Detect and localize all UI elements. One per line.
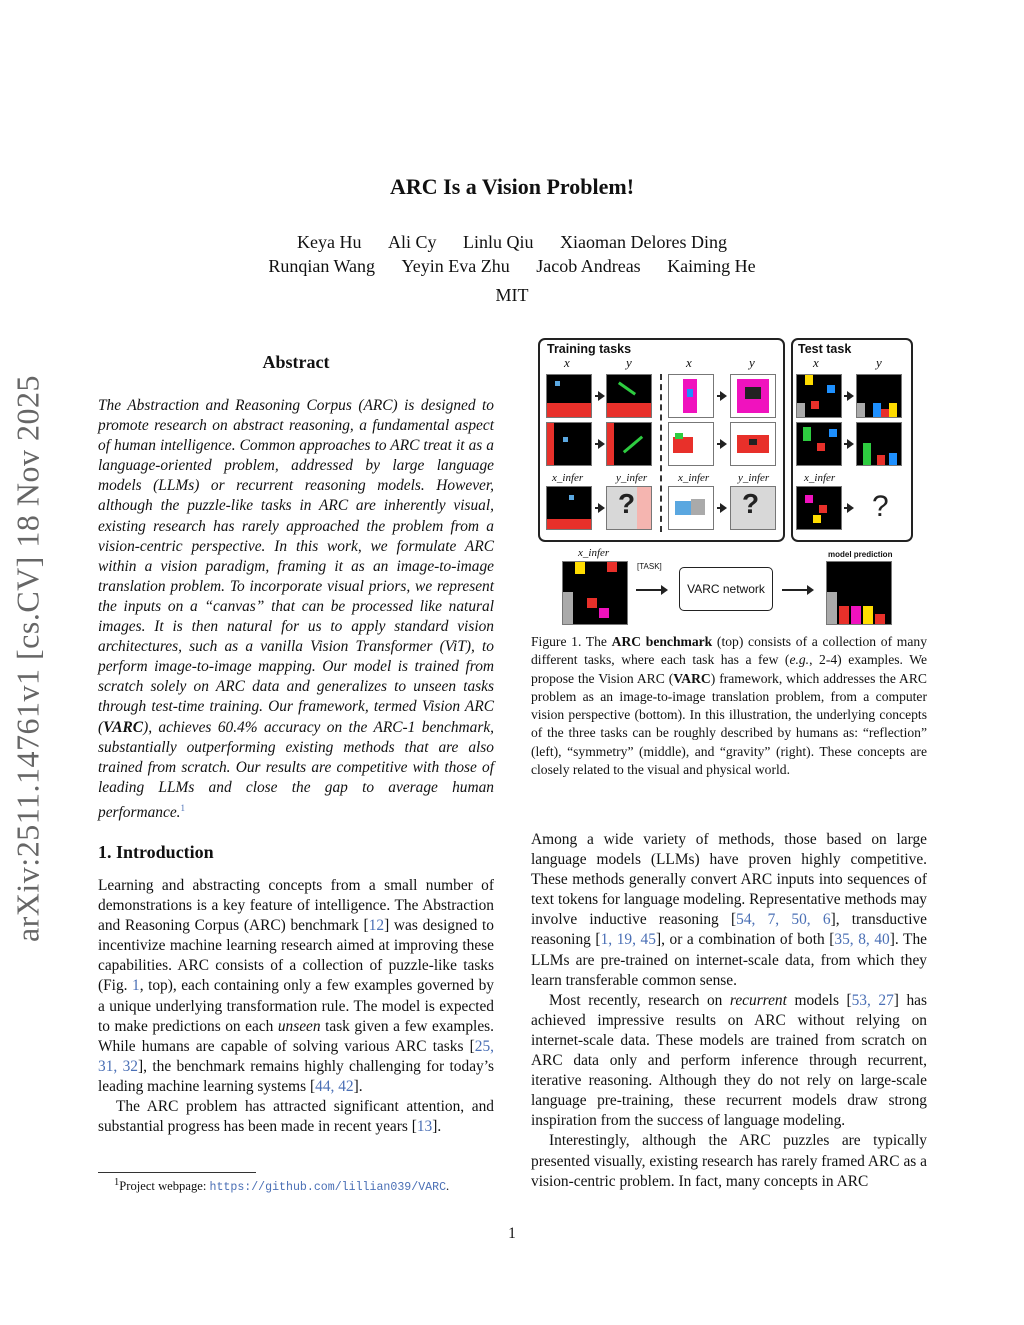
grid-cell <box>687 389 693 397</box>
emphasis: e.g. <box>789 652 810 668</box>
author: Yeyin Eva Zhu <box>401 256 510 276</box>
footnote <box>114 1177 449 1194</box>
arrow <box>717 443 725 445</box>
grid-cell <box>877 455 885 465</box>
text: task given a few examples. While humans are capable of solving various ARC tasks [ <box>98 1017 494 1055</box>
grid-cell <box>749 439 757 445</box>
text: ]. <box>353 1077 363 1095</box>
paragraph <box>531 991 927 1132</box>
model-prediction-label: model prediction <box>828 550 893 559</box>
grid-cell <box>863 606 873 624</box>
x-infer-label: x_infer <box>678 472 710 484</box>
authors-row-1 <box>0 232 1024 253</box>
input-canvas <box>562 561 628 625</box>
author: Runqian Wang <box>268 256 376 276</box>
citation-link[interactable]: 25, 31, 32 <box>98 1037 494 1075</box>
author: Linlu Qiu <box>463 232 534 252</box>
arc-grid <box>546 422 592 466</box>
arc-grid <box>668 374 714 418</box>
author: Keya Hu <box>297 232 362 252</box>
paragraph <box>98 876 494 1097</box>
arrow <box>636 589 666 591</box>
grid-cell <box>575 562 585 574</box>
abstract-text: The Abstraction and Reasoning Corpus (ARC) is designed to promote research on abstract reasoning, a fundamental aspect of human intelligence. Common approaches to ARC treat it as a language-oriented problem, addressed by large language models (LLMs) or recurrent reasoning models. However, although the puzzle-like tasks in ARC are inherently visual, existing research has rarely approached the problem from a vision-centric perspective. In this work, we formulate ARC within a vision paradigm, framing it as an image-to-image translation problem. To incorporate visual priors, we represent the inputs on a “canvas” that can be processed like natural images. It is then natural for us to apply standard vision architectures, such as a vanilla Vision Transformer (ViT), to perform image-to-image mapping. Our model is trained from scratch solely on ARC data and generalizes to unseen tasks through test-time training. Our framework, termed Vision ARC ( <box>98 397 494 736</box>
bold-text: ARC benchmark <box>611 634 713 649</box>
arc-grid <box>668 486 714 530</box>
grid-cell <box>813 515 821 523</box>
text: ) framework, which addresses the ARC problem as an image-to-image translation problem, from a computer vision perspective (bottom). In this illustration, the underlying concepts of the three tasks can be roughly described by humans as: “reflection” (left), “symmetry” (middle), and “gravity” (right). These concepts are closely related to the visual and physical world. <box>531 670 927 778</box>
author: Xiaoman Delores Ding <box>560 232 727 252</box>
arrow <box>844 443 852 445</box>
text: ], the benchmark remains highly challenging for today’s leading machine learning systems [ <box>98 1057 494 1095</box>
text: Among a wide variety of methods, those based on large language models (LLMs) have proven highly competitive. These methods generally convert ARC inputs into sequences of text tokens for language modeling. Representative methods may involve inductive reasoning [ <box>531 831 927 929</box>
grid-cell <box>827 385 835 393</box>
arxiv-stamp: arXiv:2511.14761v1 [cs.CV] 18 Nov 2025 <box>9 374 46 943</box>
text: ] has achieved impressive results on ARC without relying on internet-scale data. These models are trained from scratch on ARC data only and perform inference through recurrent, iterative reasoning. Although they do not rely on large-scale language pre-training, these recurrent models draw strong inspiration from the success of language modeling. <box>531 991 927 1130</box>
arc-grid <box>856 374 902 418</box>
y-label: y <box>749 355 755 370</box>
arc-grid <box>546 486 592 530</box>
abstract-heading: Abstract <box>262 352 330 372</box>
paragraph <box>98 1097 494 1137</box>
grid-cell <box>851 606 861 624</box>
x-infer-label: x_infer <box>552 472 584 484</box>
grid-cell <box>607 403 651 417</box>
arrow <box>782 589 812 591</box>
bold-text: VARC <box>673 670 711 686</box>
grid-cell <box>875 614 885 624</box>
arc-grid <box>606 374 652 418</box>
footnote-link[interactable]: 1 <box>180 802 185 813</box>
grid-cell <box>839 606 849 624</box>
grid-cell <box>607 562 617 572</box>
grid-cell <box>827 592 837 624</box>
emphasis: unseen <box>277 1017 321 1035</box>
text: , top), each containing only a few examples governed by a unique underlying transformation rule. The model is expected to make predictions on each <box>98 977 494 1035</box>
x-label: x <box>564 355 570 370</box>
arc-grid <box>730 374 776 418</box>
text: Most recently, research on <box>549 991 730 1009</box>
grid-cell <box>881 409 889 417</box>
author: Kaiming He <box>667 256 756 276</box>
arrow <box>595 507 603 509</box>
y-infer-label: y_infer <box>616 472 648 484</box>
grid-cell <box>569 495 574 500</box>
grid-cell <box>797 403 805 417</box>
affiliation: MIT <box>495 285 529 305</box>
grid-cell <box>587 598 597 608</box>
y-infer-label: y_infer <box>738 472 770 484</box>
citation-link[interactable]: 13 <box>416 1118 433 1136</box>
arrow <box>595 395 603 397</box>
grid-cell <box>547 423 554 465</box>
grid-cell <box>675 433 683 439</box>
citation-link[interactable]: 53, 27 <box>851 991 894 1009</box>
text: The ARC problem has attracted significant attention, and substantial progress has been made in recent years [ <box>98 1098 494 1136</box>
text: (top) consists of a collection of many different tasks, where each task has a few ( <box>531 634 928 668</box>
grid-cell <box>857 403 865 417</box>
emphasis: recurrent <box>729 991 787 1009</box>
text: models [ <box>786 991 852 1009</box>
unknown-output-mark: ? <box>872 490 889 523</box>
grid-cell <box>745 387 761 399</box>
paragraph: Interestingly, although the ARC puzzles are typically presented visually, existing research has rarely framed ARC as a vision-centric problem. In fact, many concepts in ARC <box>531 1132 927 1190</box>
abstract-body <box>98 396 494 823</box>
footnote-text: Project webpage: <box>119 1179 210 1194</box>
arrow <box>844 395 852 397</box>
figure-link[interactable]: 1 <box>132 977 140 995</box>
grid-cell <box>675 501 691 515</box>
citation-link[interactable]: 44, 42 <box>315 1077 354 1095</box>
arc-grid <box>668 422 714 466</box>
arc-grid <box>796 486 842 530</box>
grid-cell <box>623 436 643 454</box>
x-infer-label: x_infer <box>578 547 610 559</box>
grid-cell <box>805 495 813 503</box>
divider <box>660 374 662 532</box>
right-column-body <box>531 830 927 1192</box>
arc-grid <box>606 422 652 466</box>
grid-cell <box>691 499 705 515</box>
citation-link[interactable]: 54, 7, 50, 6 <box>736 911 831 929</box>
grid-cell <box>803 427 811 441</box>
paragraph <box>531 830 927 991</box>
citation-link[interactable]: 1, 19, 45 <box>600 931 656 949</box>
grid-cell <box>607 423 614 465</box>
prediction-canvas <box>826 561 892 625</box>
footnote-end: . <box>446 1179 450 1194</box>
figure-1-caption <box>531 633 927 779</box>
grid-cell <box>805 375 813 385</box>
grid-cell <box>889 403 897 417</box>
introduction-body <box>98 876 494 1137</box>
grid-cell <box>673 437 693 453</box>
author: Jacob Andreas <box>536 256 641 276</box>
grid-cell <box>599 608 609 618</box>
x-infer-label: x_infer <box>804 472 836 484</box>
paper-title: ARC Is a Vision Problem! <box>389 174 635 199</box>
citation-link[interactable]: 12 <box>368 917 385 935</box>
grid-cell <box>829 429 837 437</box>
x-label: x <box>686 355 692 370</box>
text: Figure 1. The <box>531 634 612 649</box>
arrow <box>717 507 725 509</box>
grid-cell <box>637 487 651 529</box>
grid-cell <box>563 592 573 624</box>
text: ]. <box>432 1118 442 1136</box>
arc-grid <box>730 422 776 466</box>
test-task-title: Test task <box>798 342 852 356</box>
arc-grid <box>546 374 592 418</box>
text: , 2-4) examples. We propose the Vision ARC ( <box>531 652 927 686</box>
grid-cell <box>863 443 871 465</box>
grid-cell <box>873 403 881 417</box>
footnote-mark: 1 <box>114 1177 120 1188</box>
abstract-text: ), achieves 60.4% accuracy on the ARC-1 benchmark, substantially outperforming existing methods that are also trained from scratch. Our results are competitive with those of leading LLMs and close the gap to average human performance. <box>98 718 494 821</box>
citation-link[interactable]: 35, 8, 40 <box>834 931 890 949</box>
arc-grid <box>856 422 902 466</box>
grid-cell <box>555 381 560 386</box>
unknown-output-mark: ? <box>618 488 636 519</box>
grid-cell <box>563 437 568 442</box>
section-heading-introduction: 1. Introduction <box>98 842 214 862</box>
page-number: 1 <box>508 1225 516 1242</box>
grid-cell <box>547 403 591 417</box>
y-label: y <box>626 355 632 370</box>
text: ] was designed to incentivize machine learning research aimed at improving these capabilities. ARC consists of a collection of puzzle-like tasks (Fig. <box>98 917 494 995</box>
arrow <box>717 395 725 397</box>
project-url-link[interactable]: https://github.com/lillian039/VARC <box>209 1181 447 1195</box>
arrow <box>844 507 852 509</box>
unknown-output-mark: ? <box>742 488 760 519</box>
footnote-rule <box>98 1172 256 1173</box>
text: ]. The LLMs are pre-trained on internet-scale data, from which they learn transferable common sense. <box>531 931 927 989</box>
task-token-tag: [TASK] <box>637 562 662 571</box>
varc-name: VARC <box>103 718 144 736</box>
grid-cell <box>618 382 636 396</box>
training-tasks-title: Training tasks <box>547 342 632 356</box>
grid-cell <box>817 443 825 451</box>
varc-network-box: VARC network <box>679 567 773 611</box>
figure-1 <box>538 338 918 628</box>
grid-cell <box>547 519 591 529</box>
arrow <box>595 443 603 445</box>
arc-grid <box>796 374 842 418</box>
arc-grid <box>796 422 842 466</box>
y-label: y <box>876 355 882 370</box>
author: Ali Cy <box>388 232 437 252</box>
grid-cell <box>811 401 819 409</box>
x-label: x <box>813 355 819 370</box>
grid-cell <box>889 453 897 465</box>
text: ], or a combination of both [ <box>655 931 835 949</box>
text: Learning and abstracting concepts from a small number of demonstrations is a key feature of intelligence. The Abstraction and Reasoning Corpus (ARC) benchmark [ <box>98 877 494 935</box>
authors-row-2 <box>0 256 1024 277</box>
text: ], transductive reasoning [ <box>531 911 927 949</box>
grid-cell <box>819 505 827 513</box>
